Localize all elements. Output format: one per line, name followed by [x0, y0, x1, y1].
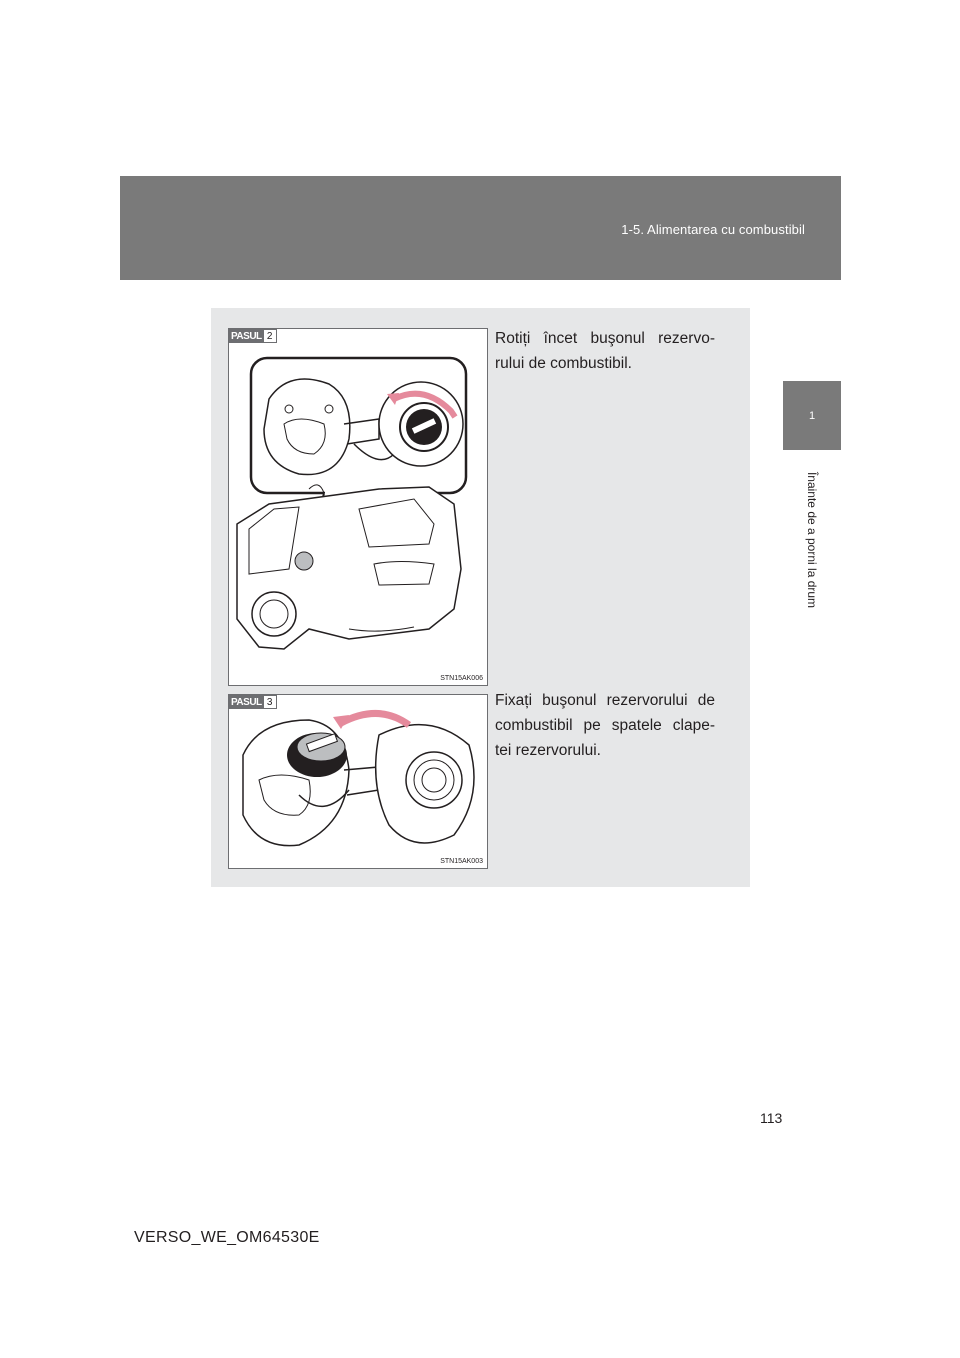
chapter-tab-label: Înainte de a porni la drum [805, 471, 819, 609]
step-badge-number: 3 [264, 695, 277, 709]
figure-code: STN15AK006 [440, 675, 483, 682]
step-2-text: Rotiți încet buşonul rezervo- rului de combustibil. [495, 330, 715, 372]
chapter-tab-number: 1 [783, 381, 841, 450]
step-3-text: Fixați buşonul rezervorului de combustibil pe spatele clape- tei rezervorului. [495, 692, 715, 759]
fuel-cap-stow-illustration [229, 695, 487, 868]
section-title: 1-5. Alimentarea cu combustibil [621, 222, 805, 237]
page-number: 113 [760, 1110, 783, 1126]
header-band [120, 176, 841, 280]
figure-code: STN15AK003 [440, 858, 483, 865]
step-3-figure [228, 694, 488, 869]
step-badge-word: PASUL [231, 696, 262, 708]
step-badge-number: 2 [264, 329, 277, 343]
content-panel [211, 308, 750, 887]
document-code: VERSO_WE_OM64530E [134, 1229, 320, 1246]
step-2-figure [228, 328, 488, 686]
fuel-cap-rotate-illustration [229, 329, 487, 685]
step-badge-word: PASUL [231, 330, 262, 342]
